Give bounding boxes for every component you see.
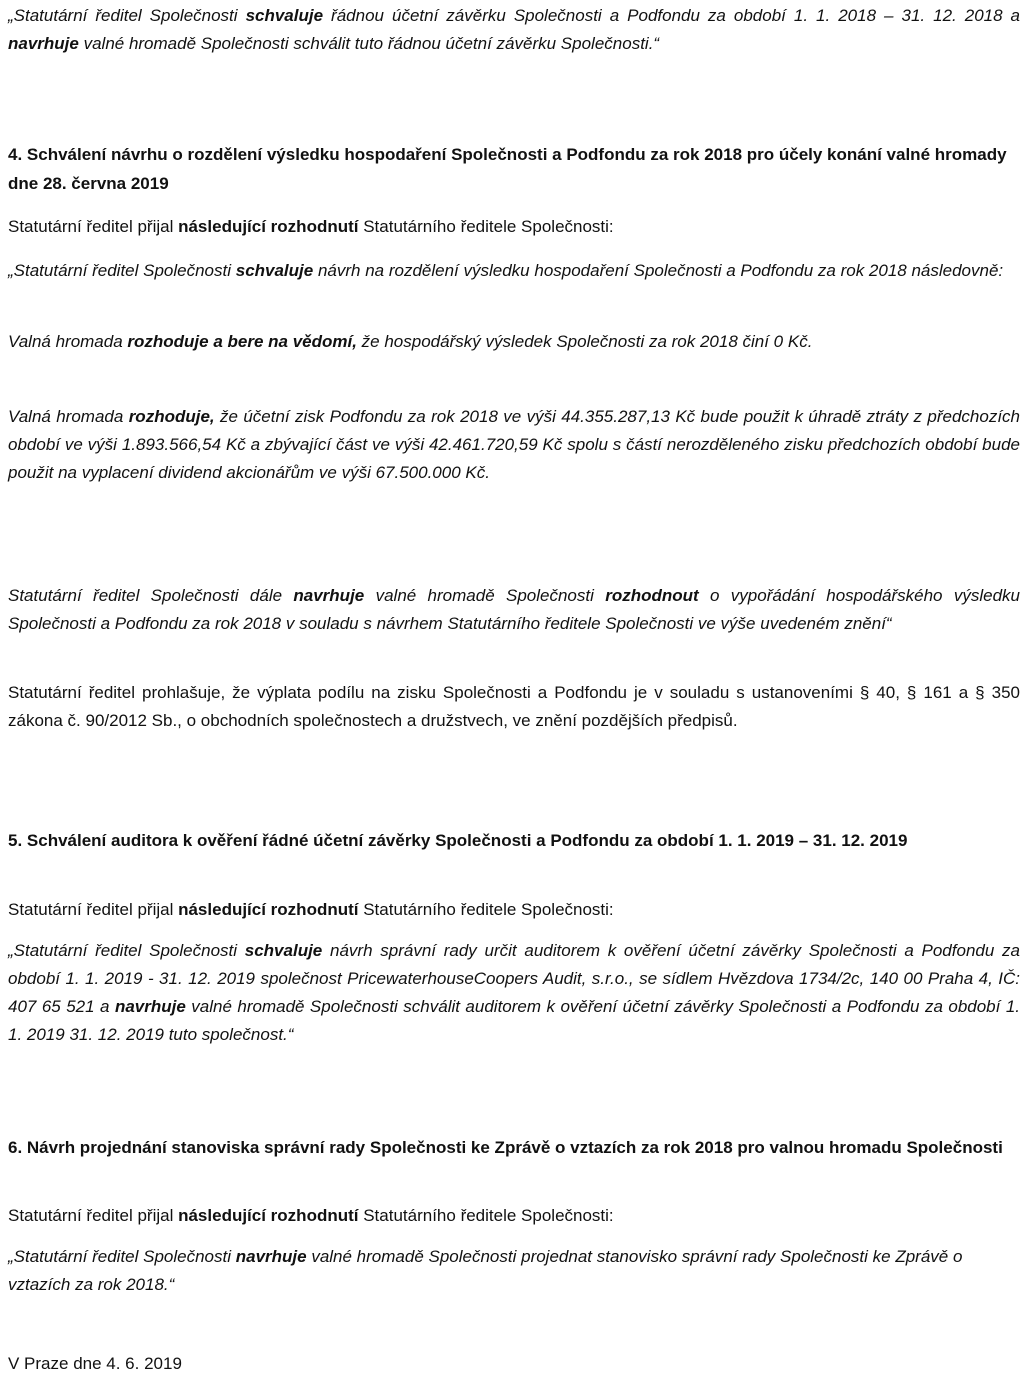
section-5-heading: 5. Schválení auditora k ověření řádné účetní závěrky Společnosti a Podfondu za období 1. 1. 2019 – 31. 12. 2019 (8, 831, 908, 850)
section-6-quote (8, 1243, 1020, 1299)
text: Statutárního ředitele Společnosti: (358, 217, 614, 236)
text: o vypořádání hospodářského výsledku Společnosti a Podfondu za rok 2018 v souladu s návrhem Statutárního ředitele Společnosti ve výše uvedeném znění“ (8, 586, 1020, 633)
text: „Statutární ředitel Společnosti (8, 941, 245, 960)
section-4-quote-4 (8, 582, 1020, 638)
text: Statutárního ředitele Společnosti: (358, 1206, 614, 1225)
bold-text: následující rozhodnutí (178, 217, 359, 236)
text: Statutární ředitel Společnosti dále (8, 586, 294, 605)
bold-text: schvaluje (244, 941, 323, 960)
text: valné hromadě Společnosti (364, 586, 606, 605)
text: valné hromadě Společnosti schválit tuto řádnou účetní závěrku Společnosti.“ (78, 34, 660, 53)
text: Statutární ředitel přijal (8, 1206, 179, 1225)
section-4-intro (8, 213, 1020, 241)
text: valné hromadě Společnosti projednat stanovisko správní rady Společnosti ke Zprávě o vztazích za rok 2018.“ (8, 1247, 963, 1294)
section-4-quote-2 (8, 328, 1020, 356)
text: „Statutární ředitel Společnosti (8, 1247, 236, 1266)
section-6-heading: 6. Návrh projednání stanoviska správní rady Společnosti ke Zprávě o vztazích za rok 2018 pro valnou hromadu Společnosti (8, 1138, 1003, 1157)
text: návrh na rozdělení výsledku hospodaření Společnosti a Podfondu za rok 2018 následovně: (313, 261, 1004, 280)
section-4-heading: 4. Schválení návrhu o rozdělení výsledku hospodaření Společnosti a Podfondu za rok 2018 pro účely konání valné hromady dne 28. června 2019 (8, 145, 1007, 193)
section-6-intro (8, 1202, 1020, 1230)
bold-text: navrhuje (114, 997, 186, 1016)
section-5-intro (8, 896, 1020, 924)
bold-text: následující rozhodnutí (178, 1206, 359, 1225)
section-4-declaration: Statutární ředitel prohlašuje, že výplata podílu na zisku Společnosti a Podfondu je v souladu s ustanoveními § 40, § 161 a § 350 zákona č. 90/2012 Sb., o obchodních společnostech a družstvech, ve znění pozdějších předpisů. (8, 683, 1020, 730)
text: „Statutární ředitel Společnosti (8, 261, 236, 280)
bold-text: schvaluje (235, 261, 314, 280)
text: návrh správní rady určit auditorem k ověření účetní závěrky Společnosti a Podfondu za období 1. 1. 2019 - 31. 12. 2019 společnost PricewaterhouseCoopers Audit, s.r.o., se sídlem Hvězdova 1734/2c, 140 00 Praha 4, IČ: 407 65 521 a (8, 941, 1020, 1016)
bold-text: rozhoduje, (128, 407, 215, 426)
bold-text: schvaluje (245, 6, 324, 25)
text: Statutární ředitel přijal (8, 900, 179, 919)
text: že účetní zisk Podfondu za rok 2018 ve výši 44.355.287,13 Kč bude použit k úhradě ztráty z předchozích období ve výši 1.893.566,54 Kč a zbývající část ve výši 42.461.720,59 Kč spolu s částí nerozděleného zisku předchozích období bude použit na vyplacení dividend akcionářům ve výši 67.500.000 Kč. (8, 407, 1021, 482)
text: Valná hromada (8, 332, 128, 351)
bold-text: rozhoduje a bere na vědomí, (127, 332, 357, 351)
section-4-quote-1 (8, 257, 1020, 285)
text: Valná hromada (8, 407, 129, 426)
bold-text: navrhuje (8, 34, 79, 53)
text: že hospodářský výsledek Společnosti za rok 2018 činí 0 Kč. (356, 332, 813, 351)
text: Statutárního ředitele Společnosti: (358, 900, 614, 919)
text: Statutární ředitel přijal (8, 217, 179, 236)
bold-text: rozhodnout (605, 586, 699, 605)
bold-text: navrhuje (293, 586, 365, 605)
text: „Statutární ředitel Společnosti (8, 6, 246, 25)
bold-text: navrhuje (235, 1247, 307, 1266)
section-4-quote-3 (8, 403, 1020, 487)
section-5-quote (8, 937, 1020, 1049)
text: řádnou účetní závěrku Společnosti a Podfondu za období 1. 1. 2018 – 31. 12. 2018 a (323, 6, 1021, 25)
bold-text: následující rozhodnutí (178, 900, 359, 919)
place-and-date: V Praze dne 4. 6. 2019 (8, 1354, 182, 1373)
resolution-quote-1 (8, 2, 1020, 58)
text: valné hromadě Společnosti schválit auditorem k ověření účetní závěrky Společnosti a Podfondu za období 1. 1. 2019 31. 12. 2019 tuto společnost.“ (8, 997, 1020, 1044)
